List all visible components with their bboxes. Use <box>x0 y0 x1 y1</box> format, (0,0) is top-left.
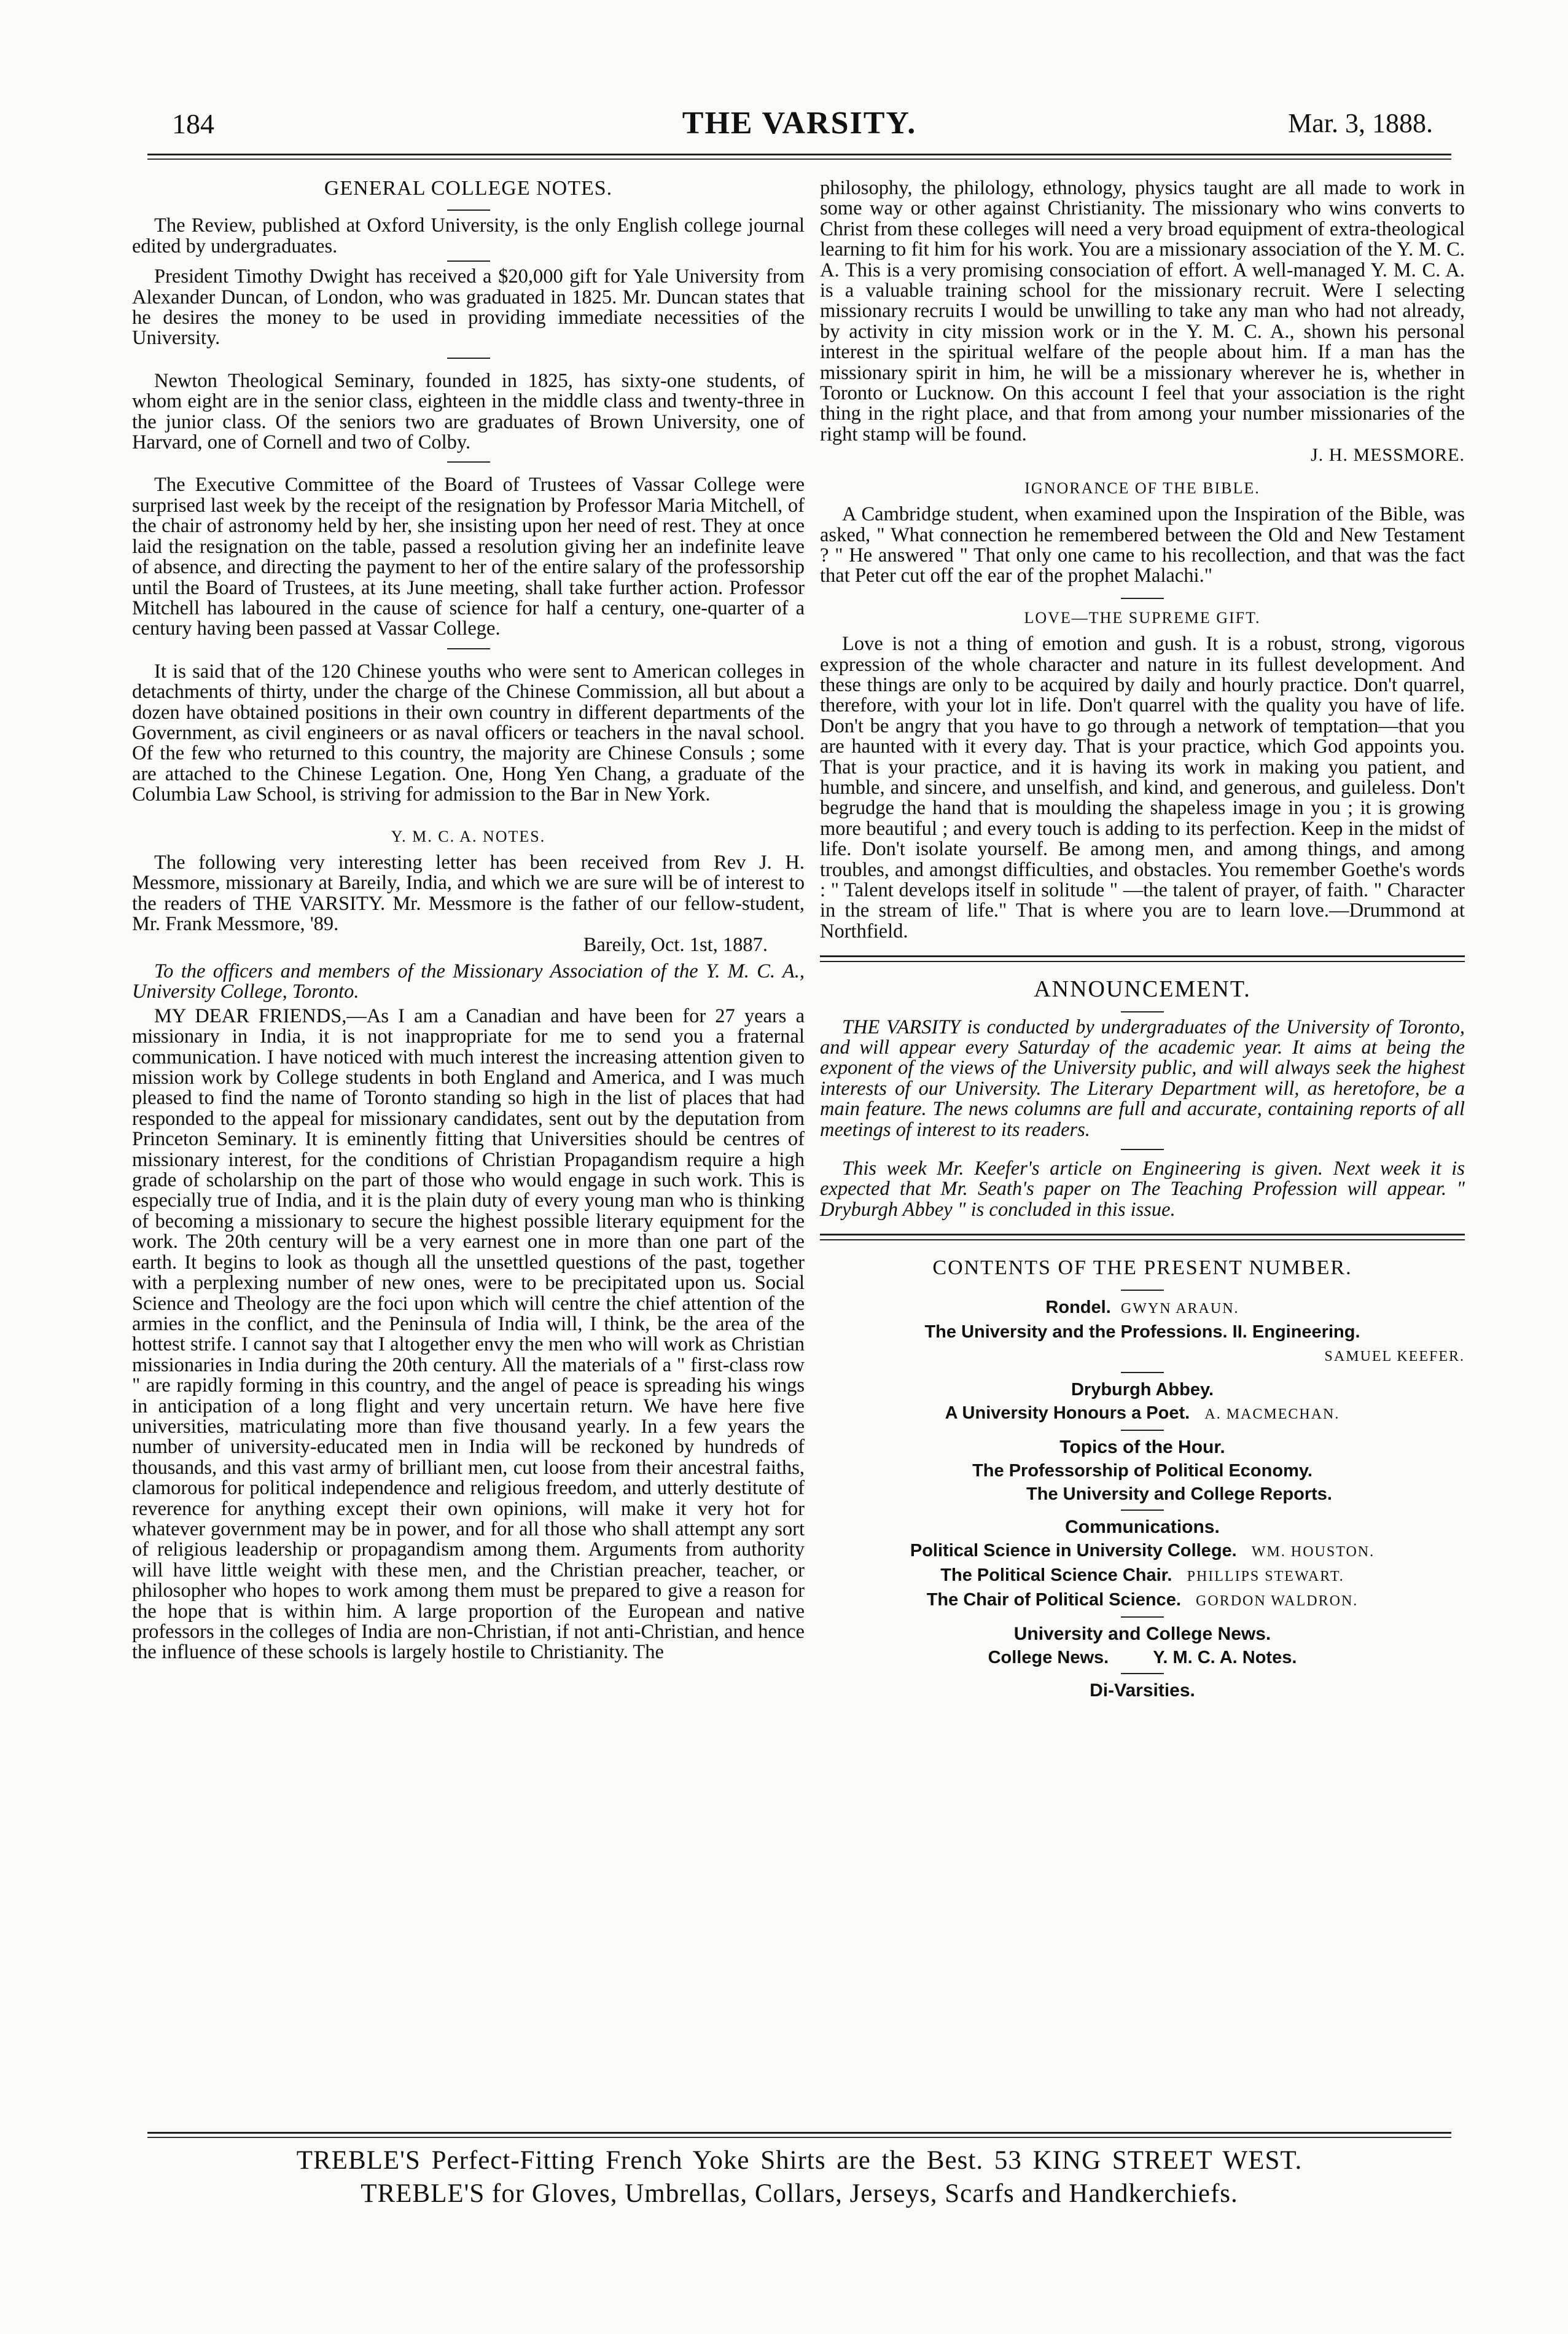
contents-item-title: College News. <box>988 1647 1109 1667</box>
letter-address: To the officers and members of the Missionary Association of the Y. M. C. A., University College, Toronto. <box>132 960 805 1003</box>
issue-date: Mar. 3, 1888. <box>1288 108 1433 138</box>
love-heading: LOVE—THE SUPREME GIFT. <box>1024 608 1261 627</box>
college-note: The Review, published at Oxford University, is the only English college journal edited by undergraduates. <box>132 214 805 257</box>
divider <box>447 648 490 649</box>
divider <box>1121 1011 1164 1012</box>
divider <box>447 210 490 211</box>
divider <box>1121 598 1164 599</box>
ignorance-text: A Cambridge student, when examined upon the Inspiration of the Bible, was asked, " What connection he remembered between the Old and New Testament ? " He answered " That only one came to his recollection, and that was the fact that Peter cut off the ear of the prophet Malachi." <box>820 503 1465 587</box>
divider <box>1121 1430 1164 1431</box>
divider <box>1121 1149 1164 1150</box>
ymca-notes-heading: Y. M. C. A. NOTES. <box>391 827 546 845</box>
contents-item-author: A. MACMECHAN. <box>1204 1406 1340 1422</box>
header-rule-top <box>147 154 1451 155</box>
divider <box>447 461 490 463</box>
contents-heading: CONTENTS OF THE PRESENT NUMBER. <box>932 1256 1352 1280</box>
divider <box>1121 1372 1164 1373</box>
college-note: President Timothy Dwight has received a $20,000 gift for Yale University from Alexander Duncan, of London, who was graduated in 1825. Mr. Duncan states that he desires the money to be used in providing immediate necessities of the University. <box>132 265 805 350</box>
contents-section-head: Communications. <box>1065 1516 1220 1537</box>
footer-rule-top <box>147 2132 1451 2134</box>
page-header <box>160 101 1439 151</box>
letter-dateline: Bareily, Oct. 1st, 1887. <box>583 933 768 956</box>
contents-item-title: Dryburgh Abbey. <box>1071 1379 1214 1400</box>
contents-item-title: Rondel. <box>1045 1297 1111 1317</box>
ad-line-1: TREBLE'S Perfect-Fitting French Yoke Shirts are the Best. 53 KING STREET WEST. <box>296 2146 1303 2175</box>
contents-item-author: GORDON WALDRON. <box>1196 1592 1359 1609</box>
letter-continued: philosophy, the philology, ethnology, physics taught are all made to work in some way or other against Christianity. The missionary who wins converts to Christ from these colleges will need a very broad equipment of extra-theological learning to fit him for his work. You are a missionary association of the Y. M. C. A. This is a very promising consociation of effort. A well-managed Y. M. C. A. is a valuable training school for the missionary recruit. Were I selecting missionary recruits I would be unwilling to take any man who had not already, by activity in city mission work or in the Y. M. C. A., shown his personal interest in the spiritual welfare of the people about him. If a man has the missionary spirit in him, he will be a missionary wherever he is, whether in Toronto or Lucknow. On this account I feel that your association is the right thing in the right place, and that from among your number missionaries of the right stamp will be found. <box>820 177 1465 445</box>
contents-item-title: The Professorship of Political Economy. <box>972 1460 1313 1481</box>
contents-item-title: A University Honours a Poet. <box>945 1403 1190 1423</box>
general-college-notes-heading: GENERAL COLLEGE NOTES. <box>324 177 613 200</box>
advertisement-footer <box>147 2144 1451 2211</box>
ignorance-heading: IGNORANCE OF THE BIBLE. <box>1024 479 1260 497</box>
divider <box>447 358 490 359</box>
contents-list <box>820 1290 1465 1702</box>
contents-item-title: Political Science in University College. <box>910 1540 1237 1561</box>
divider <box>447 260 490 262</box>
masthead-title: THE VARSITY. <box>682 106 917 141</box>
contents-item-title: The Political Science Chair. <box>940 1565 1172 1585</box>
letter-signature: J. H. MESSMORE. <box>1311 445 1465 466</box>
contents-item-author: SAMUEL KEEFER. <box>1324 1348 1465 1365</box>
contents-item-title: The Chair of Political Science. <box>926 1589 1181 1610</box>
contents-section-head: University and College News. <box>1013 1623 1271 1644</box>
love-text: Love is not a thing of emotion and gush. It is a robust, strong, vigorous expression of the whole character and nature in its fullest development. And these things are only to be acquired by daily and hourly practice. Don't quarrel, therefore, with your lot in life. Don't quarrel with the quality you have of life. Don't be angry that you have to go through a network of temptation—that you are haunted with it every day. That is your practice, which God appoints you. That is your practice, and it is having its work in making you patient, and humble, and sincere, and unselfish, and kind, and generous, and guileless. Don't begrudge the hand that is moulding the shapeless image in you ; it is growing more beautiful ; and every touch is adding to its perfection. Keep in the midst of life. Don't isolate yourself. Be among men, and among things, and among troubles, and amongst difficulties, and obstacles. You remember Goethe's words : " Talent develops itself in solitude " —the talent of prayer, of faith. " Character in the stream of life." That is where you are to learn love.—Drummond at Northfield. <box>820 633 1465 942</box>
contents-item-title: Y. M. C. A. Notes. <box>1153 1647 1297 1667</box>
contents-item-author: GWYN ARAUN. <box>1120 1300 1239 1317</box>
announcement-text: THE VARSITY is conducted by undergraduates of the University of Toronto, and will appear every Saturday of the academic year. It aims at being the exponent of the views of the University public, and will always seek the highest interests of our University. The Literary Department will, as heretofore, be a main feature. The news columns are full and accurate, containing reports of all meetings of interest to its readers. <box>820 1016 1465 1141</box>
contents-item-title: The University and College Reports. <box>1026 1484 1332 1504</box>
footer-rule-bottom <box>147 2137 1451 2138</box>
contents-section-head: Topics of the Hour. <box>1059 1436 1225 1457</box>
right-column <box>820 178 1465 1705</box>
college-note: Newton Theological Seminary, founded in 1825, has sixty-one students, of whom eight are in the senior class, eighteen in the middle class and twenty-three in the junior class. Of the seniors two are graduates of Brown University, one of Harvard, one of Cornell and two of Colby. <box>132 369 805 454</box>
contents-item-author: WM. HOUSTON. <box>1251 1543 1375 1560</box>
divider <box>1121 1510 1164 1511</box>
college-note: The Executive Committee of the Board of Trustees of Vassar College were surprised last week by the receipt of the resignation by Professor Maria Mitchell, of the chair of astronomy held by her, she insisting upon her need of rest. They at once laid the resignation on the table, passed a resolution giving her an indefinite leave of absence, and directing the payment to her of the entire salary of the professorship until the Board of Trustees, at its June meeting, shall take further action. Professor Mitchell has laboured in the cause of science for half a century, one-quarter of a century having been passed at Vassar College. <box>132 474 805 640</box>
contents-item-author: PHILLIPS STEWART. <box>1187 1568 1344 1584</box>
page-number: 184 <box>172 108 214 139</box>
contents-item-title: The University and the Professions. II. Engineering. <box>924 1322 1360 1342</box>
divider <box>1121 1673 1164 1674</box>
college-note: It is said that of the 120 Chinese youths who were sent to American colleges in detachments of thirty, under the charge of the Chinese Commission, all but about a dozen have obtained positions in their own country in different departments of the Government, as civil engineers or as naval officers or teachers in the naval school. Of the few who returned to this country, the majority are Chinese Consuls ; some are attached to the Chinese Legation. One, Hong Yen Chang, a graduate of the Columbia Law School, is striving for admission to the Bar in New York. <box>132 660 805 806</box>
contents-section-head: Di-Varsities. <box>1090 1680 1195 1701</box>
ymca-intro: The following very interesting letter has been received from Rev J. H. Messmore, missionary at Bareily, India, and which we are sure will be of interest to the readers of THE VARSITY. Mr. Messmore is the father of our fellow-student, Mr. Frank Messmore, '89. <box>132 851 805 936</box>
left-column <box>132 178 805 1663</box>
ad-line-2: TREBLE'S for Gloves, Umbrellas, Collars, Jerseys, Scarfs and Handkerchiefs. <box>361 2179 1238 2208</box>
section-double-rule <box>820 955 1465 962</box>
divider <box>1121 1290 1164 1291</box>
header-rule-bottom <box>147 159 1451 160</box>
divider <box>1121 1616 1164 1618</box>
section-double-rule <box>820 1234 1465 1240</box>
letter-body: MY DEAR FRIENDS,—As I am a Canadian and have been for 27 years a missionary in India, it is not inappropriate for me to send you a fraternal communication. I have noticed with much interest the increasing attention given to mission work by College students in both England and America, and I was much pleased to find the name of Toronto standing so high in the list of places that had responded to the appeal for missionary candidates, sent out by the deputation from Princeton Seminary. It is eminently fitting that Universities should be centres of missionary interest, for the conditions of Christian Propagandism require a high grade of scholarship on the part of those who would engage in such work. This is especially true of India, and it is the plain duty of every young man who is thinking of becoming a missionary to secure the highest possible literary equipment for the work. The 20th century will be a very earnest one in more than one part of the earth. It begins to look as though all the unsettled questions of the past, together with a perplexing number of new ones, were to be precipitated upon us. Social Science and Theology are the foci upon which will centre the chief attention of the armies in the conflict, and the Peninsula of India will, I think, be the area of the hottest strife. I cannot say that I altogether envy the men who will work as Christian missionaries in India during the 20th century. All the materials of a " first-class row " are rapidly forming in this country, and the angel of peace is spreading his wings in anticipation of a long flight and very uncertain return. We have here five universities, matriculating more than five thousand yearly. In a few years the number of university-educated men in India will be reckoned by hundreds of thousands, and this vast army of brilliant men, cut loose from their ancestral faiths, clamorous for political independence and religious freedom, and utterly destitute of reverence for anything except their own opinions, will make it very hot for whatever government may be in power, and for all those who shall attempt any sort of religious leadership or propagandism among them. Arguments from authority will have little weight with these men, and the Christian preacher, teacher, or philosopher who hopes to work among them must be prepared to give a reason for the hope that is within him. A large proportion of the European and native professors in the colleges of India are non-Christian, if not anti-Christian, and hence the influence of these schools is largely hostile to Christianity. The <box>132 1004 805 1664</box>
announcement-heading: ANNOUNCEMENT. <box>1034 976 1251 1003</box>
announcement-note: This week Mr. Keefer's article on Engineering is given. Next week it is expected that Mr. Seath's paper on The Teaching Profession will appear. " Dryburgh Abbey " is concluded in this issue. <box>820 1157 1465 1221</box>
